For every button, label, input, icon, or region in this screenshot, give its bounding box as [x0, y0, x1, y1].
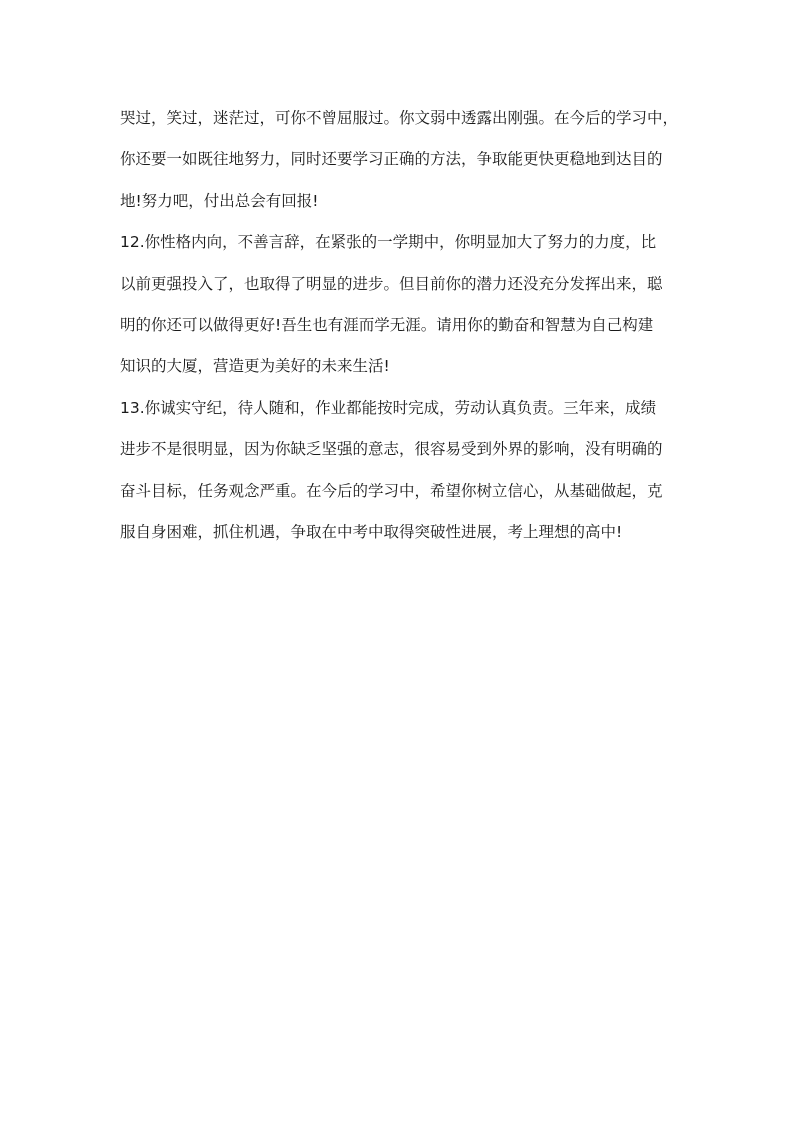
text-line: 奋斗目标，任务观念严重。在今后的学习中，希望你树立信心，从基础做起，克	[120, 481, 663, 500]
text-line: 以前更强投入了，也取得了明显的进步。但目前你的潜力还没充分发挥出来，聪	[120, 274, 663, 293]
text-line: 服自身困难，抓住机遇，争取在中考中取得突破性进展，考上理想的高中!	[120, 522, 623, 541]
text-line: 地!努力吧，付出总会有回报!	[120, 191, 319, 210]
text-line: 哭过，笑过，迷茫过，可你不曾屈服过。你文弱中透露出刚强。在今后的学习中，	[120, 109, 679, 127]
paragraph-comment-13	[120, 390, 680, 550]
text-line: 知识的大厦，营造更为美好的未来生活!	[120, 357, 390, 376]
paragraph-comment-12	[120, 224, 680, 390]
text-line: 进步不是很明显，因为你缺乏坚强的意志，很容易受到外界的影响，没有明确的	[120, 440, 663, 459]
text-line: 明的你还可以做得更好!吾生也有涯而学无涯。请用你的勤奋和智慧为自己构建	[120, 315, 654, 334]
text-line: 12.你性格内向，不善言辞，在紧张的一学期中，你明显加大了努力的力度，比	[120, 233, 657, 252]
document-body	[120, 100, 680, 550]
paragraph-comment-11	[120, 100, 680, 224]
text-line: 你还要一如既往地努力，同时还要学习正确的方法，争取能更快更稳地到达目的	[120, 150, 663, 169]
text-line: 13.你诚实守纪，待人随和，作业都能按时完成，劳动认真负责。三年来，成绩	[120, 398, 657, 417]
